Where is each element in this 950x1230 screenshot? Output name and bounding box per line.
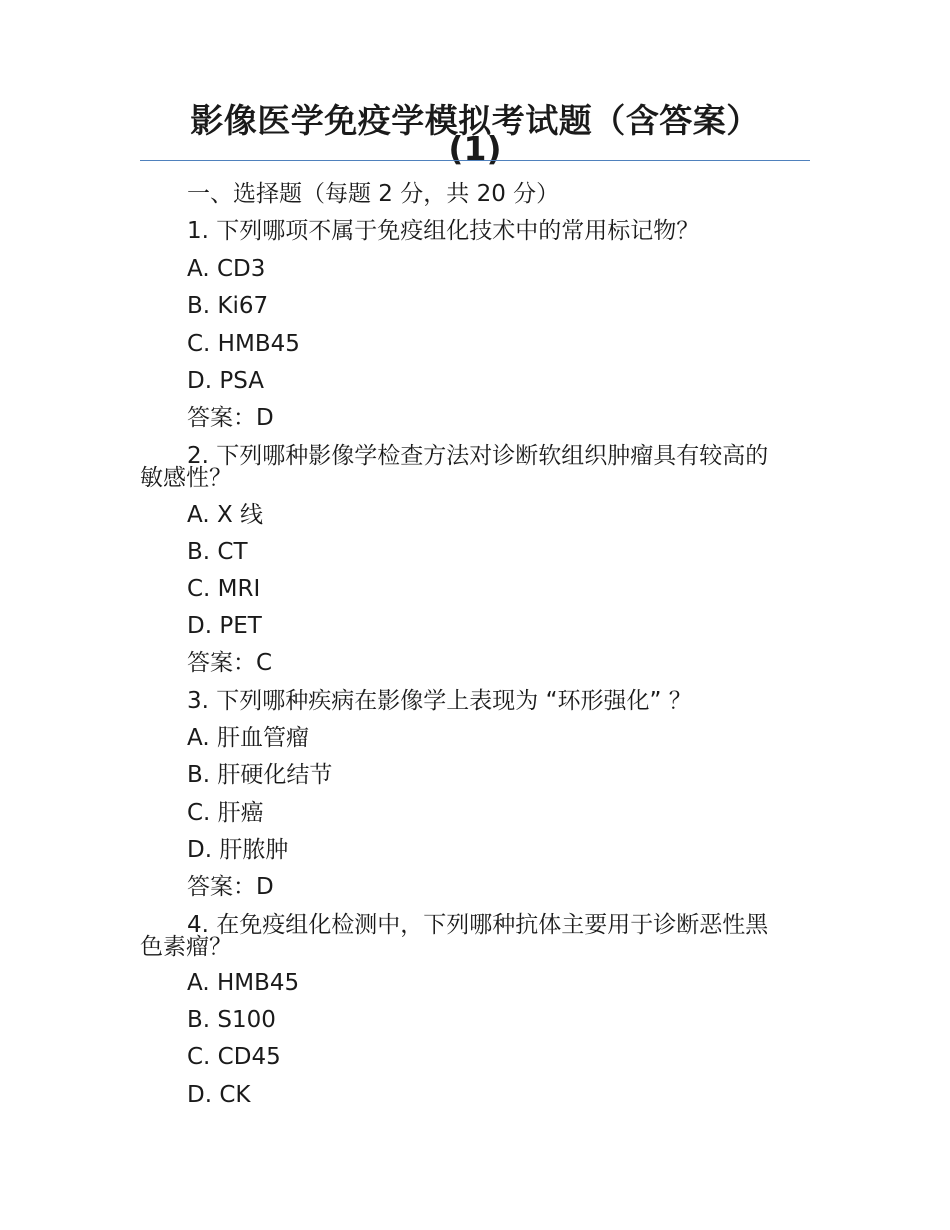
question-2-option-d: D. PET <box>187 613 262 639</box>
question-1-option-c: C. HMB45 <box>187 331 300 357</box>
question-4-stem-continuation: 色素瘤？ <box>140 934 232 960</box>
question-4-option-b: B. S100 <box>187 1007 276 1033</box>
question-3-answer: 答案：D <box>187 874 274 900</box>
question-1-option-d: D. PSA <box>187 368 264 394</box>
question-4-option-a: A. HMB45 <box>187 970 300 996</box>
question-1-option-a: A. CD3 <box>187 256 266 282</box>
question-3-option-d: D. 肝脓肿 <box>187 837 289 863</box>
question-2-option-c: C. MRI <box>187 576 261 602</box>
question-1-answer: 答案：D <box>187 405 274 431</box>
question-4-option-c: C. CD45 <box>187 1044 281 1070</box>
question-2-answer: 答案：C <box>187 650 273 676</box>
title-divider <box>140 160 810 161</box>
section-heading: 一、选择题（每题 2 分，共 20 分） <box>187 181 560 207</box>
document-title: 影像医学免疫学模拟考试题（含答案） <box>190 101 760 140</box>
question-2-option-b: B. CT <box>187 539 248 565</box>
question-3-stem: 3. 下列哪种疾病在影像学上表现为 “环形强化” ？ <box>187 688 692 714</box>
question-3-option-a: A. 肝血管瘤 <box>187 725 309 751</box>
question-3-option-c: C. 肝癌 <box>187 800 264 826</box>
question-3-option-b: B. 肝硬化结节 <box>187 762 333 788</box>
document-title-suffix: (1) <box>448 129 502 168</box>
question-2-option-a: A. X 线 <box>187 502 264 528</box>
question-4-option-d: D. CK <box>187 1082 251 1108</box>
question-4-stem: 4. 在免疫组化检测中，下列哪种抗体主要用于诊断恶性黑 <box>187 912 769 938</box>
question-2-stem-continuation: 敏感性？ <box>140 465 232 491</box>
question-1-stem: 1. 下列哪项不属于免疫组化技术中的常用标记物？ <box>187 218 700 244</box>
question-1-option-b: B. Ki67 <box>187 293 269 319</box>
question-2-stem: 2. 下列哪种影像学检查方法对诊断软组织肿瘤具有较高的 <box>187 443 769 469</box>
